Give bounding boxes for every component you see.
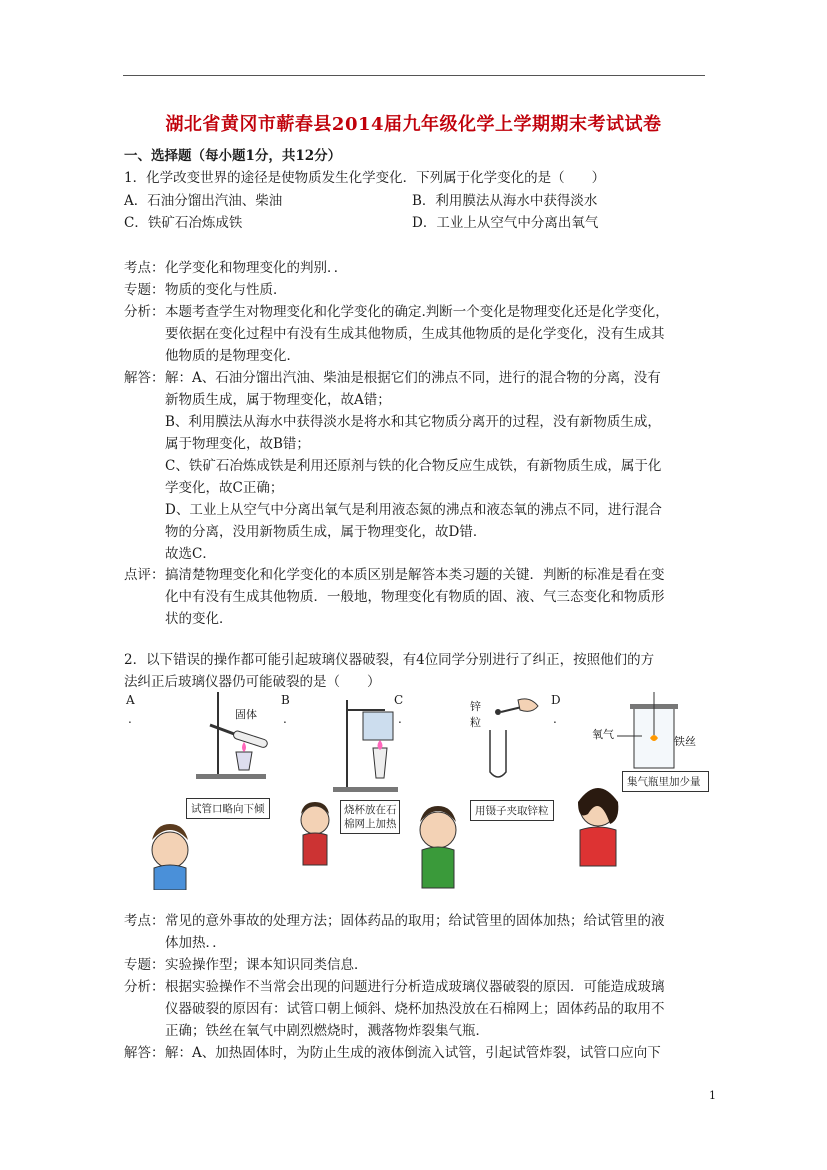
q1-jieda-label: 解答： [124,370,165,386]
q2-fenxi-line: 根据实验操作不当常会出现的问题进行分析造成玻璃仪器破裂的原因．可能造成玻璃 [165,979,665,995]
figure-c-zinc-label: 锌 [470,700,481,713]
q2-kaodian-label: 考点： [124,913,165,929]
q2-zhuanti: 实验操作型；课本知识同类信息． [165,957,368,973]
q1-zhuanti-label: 专题： [124,282,165,298]
q2-stem-line: 法纠正后玻璃仪器仍可能破裂的是（ ） [124,674,381,690]
q1-jieda-line: 解：A、石油分馏出汽油、柴油是根据它们的沸点不同，进行的混合物的分离，没有 [165,370,661,386]
q1-jieda-line: C、铁矿石冶炼成铁是利用还原剂与铁的化合物反应生成铁，有新物质生成，属于化 [165,458,662,474]
figure-a-heating-solid-illustration [140,690,285,890]
q2-kaodian-line: 体加热．． [165,935,226,951]
q1-jieda-line: 属于物理变化，故B错； [165,436,310,452]
figure-c-dot: . [398,712,402,726]
q2-jieda-label: 解答： [124,1045,165,1061]
figure-a-solid-label: 固体 [235,708,257,721]
q2-stem-line: 2．以下错误的操作都可能引起玻璃仪器破裂，有4位同学分别进行了纠正，按照他们的方 [124,652,655,668]
q1-option-d: D．工业上从空气中分离出氧气 [412,215,599,231]
q1-option-a: A．石油分馏出汽油、柴油 [124,193,283,209]
q1-kaodian-label: 考点： [124,260,165,276]
q1-fenxi-line: 他物质的是物理变化． [165,348,300,364]
q1-dianping-label: 点评： [124,567,165,583]
figure-b-heating-beaker-illustration [295,690,400,890]
q1-option-b: B．利用膜法从海水中获得淡水 [412,193,598,209]
q2-fenxi-label: 分析： [124,979,165,995]
figure-c-zinc-label: 粒 [470,716,481,729]
q2-fenxi-line: 正确；铁丝在氧气中剧烈燃烧时，溅落物炸裂集气瓶． [165,1023,489,1039]
q1-jieda-line: 物的分离，没用新物质生成，属于物理变化，故D错． [165,524,487,540]
q1-jieda-line: D、工业上从空气中分离出氧气是利用液态氮的沸点和液态氧的沸点不同，进行混合 [165,502,662,518]
q1-kaodian: 化学变化和物理变化的判别．． [165,260,348,276]
figure-d-dot: . [553,712,557,726]
q1-dianping-line: 状的变化． [165,611,233,627]
header-rule [123,75,705,76]
q1-dianping-line: 搞清楚物理变化和化学变化的本质区别是解答本类习题的关键．判断的标准是看在变 [165,567,665,583]
figure-b-dot: . [283,712,287,726]
figure-c-speech-bubble: 用镊子夹取锌粒 [470,800,554,821]
figure-d-letter: D [551,693,561,707]
figure-b-speech-bubble [340,800,400,834]
page-title: 湖北省黄冈市蕲春县2014届九年级化学上学期期末考试试卷 [165,114,662,135]
q1-jieda-line: B、利用膜法从海水中获得淡水是将水和其它物质分离开的过程，没有新物质生成， [165,414,661,430]
figure-b-bubble-line: 烧杯放在石 [344,804,397,816]
figure-d-speech-bubble: 集气瓶里加少量 [622,771,709,792]
figure-a-letter: A [126,693,135,707]
figure-b-letter: B [281,693,290,707]
q1-zhuanti: 物质的变化与性质． [165,282,287,298]
q1-option-c: C．铁矿石冶炼成铁 [124,215,243,231]
q2-jieda-line: 解：A、加热固体时，为防止生成的液体倒流入试管，引起试管炸裂，试管口应向下 [165,1045,661,1061]
figure-c-adding-zinc-illustration [408,690,553,890]
q1-dianping-line: 化中有没有生成其他物质．一般地，物理变化有物质的固、液、气三态变化和物质形 [165,589,665,605]
q1-fenxi-line: 要依据在变化过程中有没有生成其他物质，生成其他物质的是化学变化，没有生成其 [165,326,665,342]
figure-d-oxygen-label: 氧气 [592,728,614,741]
figure-c-letter: C [394,693,404,707]
q2-fenxi-line: 仪器破裂的原因有：试管口朝上倾斜、烧杯加热没放在石棉网上；固体药品的取用不 [165,1001,665,1017]
figure-b-bubble-line: 棉网上加热 [344,818,397,830]
q1-jieda-line: 故选C． [165,546,216,562]
figure-d-wire-label: 铁丝 [674,735,696,748]
q2-zhuanti-label: 专题： [124,957,165,973]
q1-fenxi-line: 本题考查学生对物理变化和化学变化的确定.判断一个变化是物理变化还是化学变化， [165,304,669,320]
q1-jieda-line: 学变化，故C正确； [165,480,284,496]
section-heading: 一、选择题（每小题1分，共12分） [124,148,342,164]
q2-kaodian-line: 常见的意外事故的处理方法；固体药品的取用；给试管里的固体加热；给试管里的液 [165,913,665,929]
figure-a-dot: . [128,712,132,726]
q1-fenxi-label: 分析： [124,304,165,320]
q1-jieda-line: 新物质生成，属于物理变化，故A错； [165,392,391,408]
q1-stem: 1．化学改变世界的途径是使物质发生化学变化．下列属于化学变化的是（ ） [124,170,606,186]
page-number: 1 [709,1089,716,1102]
figure-a-speech-bubble: 试管口略向下倾 [186,798,270,819]
